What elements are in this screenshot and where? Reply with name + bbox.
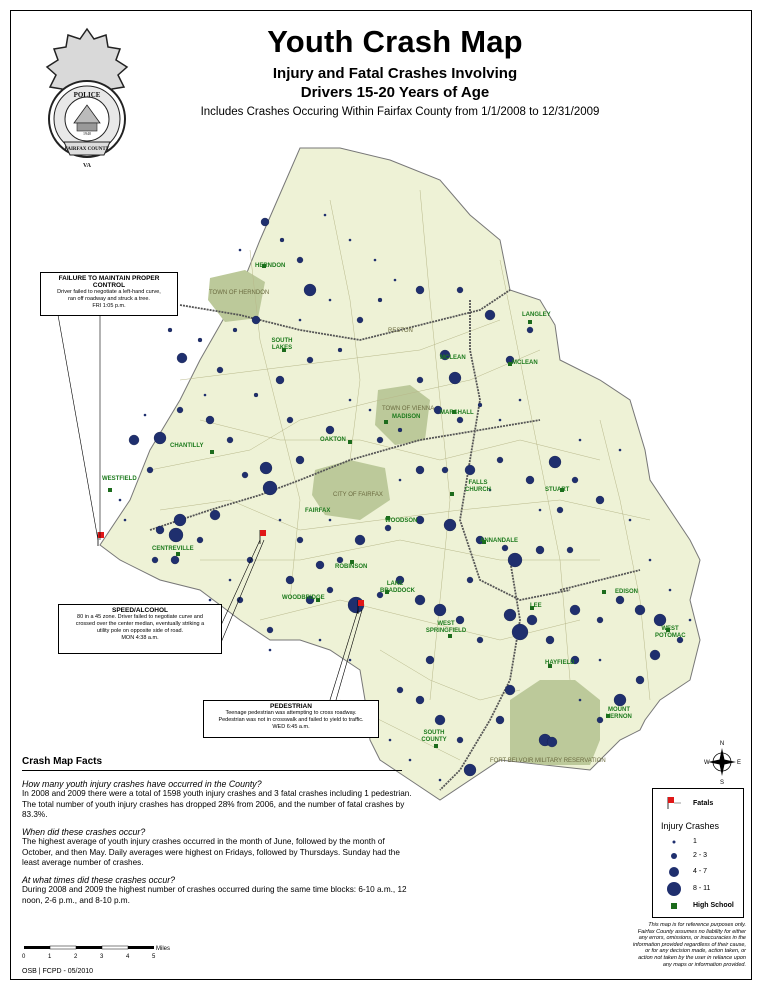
facts-answer-3: During 2008 and 2009 the highest number of crashes occurred during the same time blocks: 6-10 a.m., 12 noon, 2-6 p.m., and 8-10 p.m.	[22, 885, 407, 905]
callout-control-time: FRI 1:05 p.m.	[92, 303, 126, 309]
callout-speed-heading: SPEED/ALCOHOL	[112, 607, 168, 614]
label-centreville: CENTREVILLE	[152, 546, 194, 552]
svg-text:POLICE: POLICE	[73, 91, 101, 99]
label-hayfield: HAYFIELD	[545, 660, 575, 666]
facts-question-3: At what times did these crashes occur?	[22, 874, 176, 885]
label-city-of-fairfax: CITY OF FAIRFAX	[333, 492, 383, 498]
label-stuart: STUART	[545, 487, 570, 493]
svg-text:1940: 1940	[83, 131, 91, 136]
label-chantilly: CHANTILLY	[170, 443, 204, 449]
scale-bar	[22, 944, 182, 964]
label-marshall: MARSHALL	[440, 410, 474, 416]
facts-answer-1: In 2008 and 2009 there were a total of 1598 youth injury crashes and 3 fatal crashes including 1 pedestrian. The total number of youth injury crashes has dropped 28% from 2006, and the number of fatal crashes by 83.3%.	[22, 789, 412, 819]
callout-pedestrian	[203, 700, 379, 738]
label-mount-vernon: MOUNT VERNON	[606, 707, 632, 720]
svg-text:5: 5	[152, 954, 156, 960]
label-edison: EDISON	[615, 589, 639, 595]
label-herndon: HERNDON	[255, 263, 286, 269]
facts-answer-2: The highest average of youth injury crashes occurred in the month of June, followed by the month of October, and then May. Daily averages were highest on Fridays, followed by Thursdays. Sunday had the least average number of crashes.	[22, 837, 400, 867]
svg-text:4: 4	[126, 954, 130, 960]
map-title: Youth Crash Map	[267, 24, 523, 59]
callout-failure-to-maintain-control	[40, 272, 178, 316]
label-west-potomac: WEST POTOMAC	[655, 626, 686, 639]
facts-question-1: How many youth injury crashes have occurred in the County?	[22, 778, 262, 789]
county-boundary	[100, 148, 700, 800]
label-lee: LEE	[530, 603, 542, 609]
legend-injury-1: 1	[693, 838, 697, 845]
legend-high-school: High School	[693, 902, 734, 909]
callout-speed-line: 80 in a 45 zone. Driver failed to negotiate curve and	[77, 614, 203, 620]
label-fort-belvoir: FORT BELVOIR MILITARY RESERVATION	[490, 758, 606, 764]
map-legend	[652, 788, 744, 918]
label-town-of-herndon: TOWN OF HERNDON	[209, 290, 270, 296]
legend-injury-8-11: 8 - 11	[693, 885, 711, 892]
label-fairfax: FAIRFAX	[305, 508, 331, 514]
label-langley: LANGLEY	[522, 312, 551, 318]
callout-speed-line: crossed over the center median, eventually striking a	[75, 621, 205, 627]
svg-text:1: 1	[48, 954, 52, 960]
svg-text:3: 3	[100, 954, 104, 960]
label-woodson: WOODSON	[385, 518, 418, 524]
disclaimer-line: action not taken by the user in reliance upon	[638, 954, 746, 961]
subtitle-line-2: Drivers 15-20 Years of Age	[300, 84, 490, 101]
svg-text:W: W	[704, 760, 710, 766]
label-robinson: ROBINSON	[335, 564, 368, 570]
label-falls-church: FALLS CHURCH	[465, 480, 491, 493]
north-arrow-icon	[702, 738, 742, 788]
label-madison: MADISON	[392, 414, 421, 420]
callout-control-heading: FAILURE TO MAINTAIN PROPER CONTROL	[58, 275, 160, 289]
svg-text:0: 0	[22, 954, 26, 960]
disclaimer-line: This map is for reference purposes only.	[648, 922, 746, 928]
facts-question-2: When did these crashes occur?	[22, 826, 146, 837]
disclaimer-line: information provided regardless of their cause,	[632, 941, 746, 948]
callout-pedestrian-line: Pedestrian was not in crosswalk and failed to yield to traffic.	[218, 717, 364, 723]
disclaimer-line: Fairfax County assumes no liability for either	[637, 928, 746, 935]
label-south-lakes: SOUTH LAKES	[271, 338, 293, 351]
svg-text:Miles: Miles	[156, 946, 171, 952]
label-south-county: SOUTH COUNTY	[421, 730, 447, 743]
label-westfield: WESTFIELD	[102, 476, 137, 482]
svg-text:2: 2	[74, 954, 78, 960]
legend-injury-2-3: 2 - 3	[693, 852, 708, 859]
svg-text:E: E	[737, 760, 742, 766]
label-oakton: OAKTON	[320, 437, 346, 443]
svg-text:S: S	[719, 780, 725, 786]
label-woodbridge: WOODBRIDGE	[282, 595, 325, 601]
subtitle-line-1: Injury and Fatal Crashes Involving	[272, 65, 518, 82]
label-lake-braddock: LAKE BRADDOCK	[380, 581, 415, 594]
credit-line: OSB | FCPD - 05/2010	[22, 968, 94, 975]
callout-speed-alcohol	[58, 604, 222, 654]
label-west-springfield: WEST SPRINGFIELD	[425, 621, 467, 634]
label-reston: RESTON	[388, 328, 413, 334]
callout-pedestrian-line: Teenage pedestrian was attempting to cross roadway.	[225, 710, 357, 716]
date-range: Includes Crashes Occuring Within Fairfax County from 1/1/2008 to 12/31/2009	[200, 106, 600, 118]
legend-injury-4-7: 4 - 7	[693, 868, 708, 875]
callout-control-line: ran off roadway and struck a tree.	[68, 296, 150, 302]
disclaimer-line: or for any decision made, action taken, or	[645, 948, 746, 955]
callout-control-line: Driver failed to negotiate a left-hand curve,	[57, 289, 161, 295]
svg-text:N: N	[719, 741, 725, 747]
callout-pedestrian-heading: PEDESTRIAN	[270, 703, 312, 710]
crash-map-facts	[22, 757, 412, 906]
legend-injury-heading: Injury Crashes	[661, 821, 720, 831]
label-mclean: MCLEAN	[512, 360, 538, 366]
svg-text:VA: VA	[83, 163, 91, 169]
label-madison-area: MCLEAN	[440, 355, 466, 361]
facts-heading: Crash Map Facts	[22, 757, 402, 771]
disclaimer	[560, 922, 746, 968]
svg-text:FAIRFAX COUNTY: FAIRFAX COUNTY	[64, 147, 110, 152]
disclaimer-line: any maps or information provided.	[662, 961, 746, 968]
fort-belvoir-area	[510, 680, 600, 765]
callout-speed-line: utility pole on opposite side of road.	[96, 628, 184, 634]
label-town-of-vienna: TOWN OF VIENNA	[382, 406, 435, 412]
label-annandale: ANNANDALE	[480, 538, 518, 544]
callout-pedestrian-time: WED 6:45 a.m.	[272, 724, 310, 730]
disclaimer-line: any errors, omissions, or inaccuracies in the	[638, 935, 746, 942]
callout-speed-time: MON 4:38 a.m.	[121, 635, 159, 641]
legend-fatals: Fatals	[693, 800, 714, 807]
